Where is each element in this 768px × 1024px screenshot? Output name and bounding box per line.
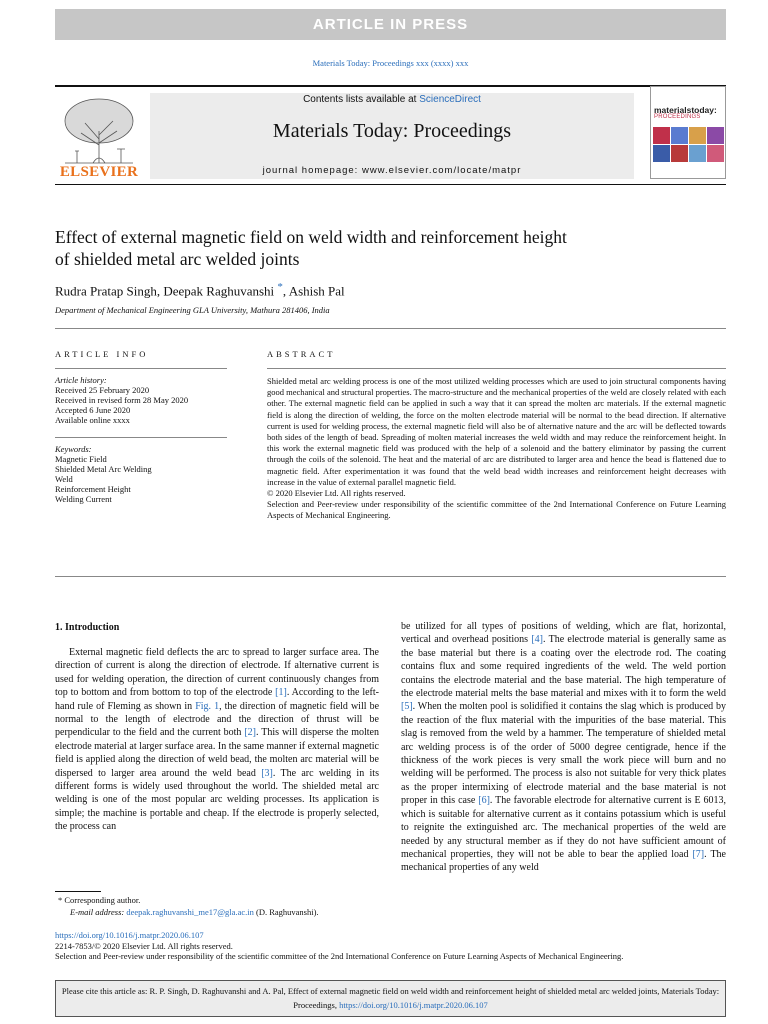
affiliation-rule: [55, 328, 726, 329]
article-info-rule: [55, 368, 227, 369]
figure-link[interactable]: Fig. 1: [195, 700, 220, 712]
citation-link[interactable]: [3]: [261, 767, 273, 779]
title-line-1: Effect of external magnetic field on weld width and reinforcement height: [55, 227, 567, 247]
body-column-left: [55, 646, 379, 834]
abstract-rule: [267, 368, 726, 369]
elsevier-wordmark: ELSEVIER: [59, 164, 139, 180]
citation-link[interactable]: [5]: [401, 701, 413, 713]
citation-link[interactable]: [2]: [244, 727, 257, 739]
authors: [55, 281, 345, 299]
footnote-email-line: [58, 907, 319, 919]
abstract-body: Shielded metal arc welding process is one of the most utilized welding processes which are used to join structural components having good mechanical and structural properties. The macro-structure and the mechanical properties of the weld are closely related with each other. The external magnetic field can be applied in such a way that it can spread the molten arc materials. If the external magnetic field is along the direction of welding, the force on the molten electrode material will be normal to the bead direction. If alternative current is used for welding process, the external magnetic field will also be of alternative nature and the arc will be deflected towards both sides of the length of bead. Spreading of molten material increases the weld width and may reduce the reinforcement height. In this work the external magnetic field was produced with the help of a solenoid and the battery eliminator by passing the current through the coils of the solenoid. The heat and the material of arc are distributed to larger area and hence the bead is flattened due to magnetic field. After experimentation it was found that the weld bead width increases and reinforcement height decreases with increase in the value of external parallel magnetic field.: [267, 376, 726, 487]
body-text: . The arc welding in its different forms is widely used throughout the world. The shielded metal arc welding is one of the most popular arc welding processes. Its application is simple; the machine is portable and cheap. If the electrode is properly selected, the process can: [55, 767, 379, 833]
contents-line: [150, 94, 634, 105]
email-link[interactable]: deepak.raghuvanshi_me17@gla.ac.in: [126, 906, 254, 917]
affiliation: Department of Mechanical Engineering GLA University, Mathura 281406, India: [55, 305, 330, 315]
abstract-peer-review: Selection and Peer-review under responsibility of the scientific committee of the 2nd International Conference on Future Learning Aspects of Mechanical Engineering.: [267, 499, 726, 521]
history-received: Received 25 February 2020: [55, 385, 150, 395]
body-text: External magnetic field deflects the arc to spread to larger surface area. The direction of current is along the direction of electrode. If alternative current is used for welding operation, the direction of current continuously changes from top to bottom and from bottom to top of the electrode: [55, 647, 379, 699]
body-text: . The mechanical properties of any weld: [401, 848, 726, 874]
issn-line: 2214-7853/© 2020 Elsevier Ltd. All rights reserved.: [55, 940, 233, 951]
doi-link[interactable]: https://doi.org/10.1016/j.matpr.2020.06.107: [55, 930, 204, 940]
cite-text: Please cite this article as: R. P. Singh, D. Raghuvanshi and A. Pal, Effect of external magnetic field on weld width and reinforcement height of shielded metal arc welded joints, Materials Today: Proceedings,: [61, 986, 720, 1010]
journal-reference-link[interactable]: Materials Today: Proceedings xxx (xxxx) xxx: [312, 58, 469, 68]
keyword: Welding Current: [55, 494, 112, 504]
keyword: Reinforcement Height: [55, 484, 131, 494]
cite-doi-link[interactable]: https://doi.org/10.1016/j.matpr.2020.06.107: [339, 1000, 488, 1010]
cover-brand: materialstoday:: [654, 105, 717, 115]
masthead-top-rule: [55, 85, 726, 87]
title-line-2: of shielded metal arc welded joints: [55, 249, 300, 269]
footnote: [58, 895, 319, 918]
abstract-copyright: © 2020 Elsevier Ltd. All rights reserved.: [267, 488, 406, 499]
body-text: . This will disperse the molten electrode material at larger surface area. In the same manner if external magnetic field is applied along the direction of weld bead, the molten arc material will be dispersed to larger area around the weld bead: [55, 727, 379, 779]
article-in-press-banner: ARTICLE IN PRESS: [55, 9, 726, 40]
body-text: . The favorable electrode for alternative current is E 6013, which is suitable for alternative current as it contains potassium which is useful to reignite the extinguished arc. The mechanical properties of the weld are needed by any structural member as if they do not have sufficient amount of mechanical properties, they will not be able to bear the applied load: [401, 795, 726, 860]
email-owner: (D. Raghuvanshi).: [255, 906, 319, 917]
body-text: . According to the left-hand rule of Fleming as shown in: [55, 687, 379, 712]
history-online: Available online xxxx: [55, 415, 130, 425]
masthead-bottom-rule: [55, 184, 726, 185]
journal-homepage[interactable]: journal homepage: www.elsevier.com/locate/matpr: [262, 165, 522, 176]
body-text: . The electrode material is generally same as the base material but there is a coating over the electrode rod. The coating contains flux and some required ingredients of the weld. The weld portion contains the electrode material and the base material. The high temperature of the electrode material melts the base material and mixes with it to form the weld: [401, 634, 727, 700]
keywords-list: [55, 454, 152, 504]
journal-title: Materials Today: Proceedings: [272, 120, 512, 142]
keywords-label: Keywords:: [55, 444, 92, 454]
abstract-text: [267, 376, 726, 522]
citation-link[interactable]: [1]: [275, 687, 287, 699]
citation-link[interactable]: [6]: [478, 795, 490, 807]
authors-primary: Rudra Pratap Singh, Deepak Raghuvanshi: [55, 283, 275, 299]
history-label: Article history:: [55, 375, 107, 385]
section-heading-introduction: 1. Introduction: [55, 622, 120, 633]
cover-subtitle: PROCEEDINGS: [654, 114, 701, 120]
contents-prefix: Contents lists available at: [303, 94, 420, 105]
footnote-rule: [55, 891, 101, 892]
corresponding-author-marker[interactable]: *: [277, 281, 283, 293]
abstract-heading: ABSTRACT: [267, 349, 336, 359]
history-list: [55, 385, 188, 425]
cover-image-grid: [653, 127, 724, 163]
citation-box: [55, 980, 726, 1017]
authors-secondary: , Ashish Pal: [282, 283, 345, 299]
footnote-corresponding-text: Corresponding author.: [64, 895, 141, 905]
keywords-rule: [55, 437, 227, 438]
paper-title: [55, 226, 695, 270]
body-text: . When the molten pool is solidified it contains the slag which is produced by the reaction of the flux material with the impurities of the base material. This slag is removed from the weld by a hammer. The temperature of shielded metal arc welding process is of the order of 5000 degree centigrade, hence if the thickness of the work pieces is very small the work piece will burn and no welding will be performed. The process is also not suitable for very thick plates as the proper intermixing of electrode material and the base material is not proper in this case: [401, 701, 726, 807]
doi-block: [55, 930, 623, 962]
history-revised: Received in revised form 28 May 2020: [55, 395, 189, 405]
email-label: E-mail address:: [70, 906, 125, 917]
article-info-heading: ARTICLE INFO: [55, 349, 149, 359]
body-text: be utilized for all types of positions of welding, which are flat, horizontal, vertical and overhead positions: [401, 621, 726, 646]
body-column-right: [401, 620, 726, 875]
peer-review-footer: Selection and Peer-review under responsibility of the scientific committee of the 2nd International Conference on Future Learning Aspects of Mechanical Engineering.: [55, 951, 624, 961]
journal-cover-thumbnail: [650, 86, 726, 179]
history-accepted: Accepted 6 June 2020: [55, 405, 131, 415]
citation-link[interactable]: [7]: [692, 848, 705, 860]
keyword: Weld: [55, 474, 73, 484]
citation-link[interactable]: [4]: [531, 634, 543, 646]
sciencedirect-link[interactable]: ScienceDirect: [419, 94, 481, 105]
body-text: , the direction of magnetic field will be normal to the length of electrode and the direction of thrust will be perpendicular to the field and the current both: [55, 700, 380, 739]
keyword: Magnetic Field: [55, 454, 107, 464]
abstract-bottom-rule: [55, 576, 726, 577]
footnote-star: *: [58, 895, 63, 905]
keyword: Shielded Metal Arc Welding: [55, 464, 152, 474]
footnote-corresponding: [58, 895, 319, 907]
